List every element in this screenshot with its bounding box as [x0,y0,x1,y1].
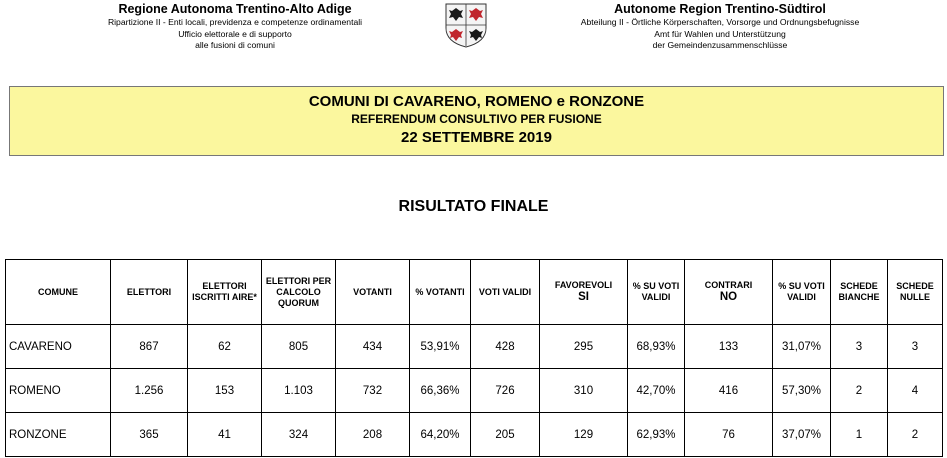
table-row [6,369,943,413]
cell-nulle: 3 [888,325,943,369]
department-it: Ripartizione II - Enti locali, previdenza e competenze ordinamentali [107,17,363,27]
coat-of-arms-icon [442,2,490,48]
letterhead [0,0,947,80]
table-header-row [6,260,943,325]
office-it: Ufficio elettorale e di supporto [178,28,292,39]
letterhead-german [550,2,890,52]
cell-comune: CAVARENO [6,325,111,369]
cell-si: 310 [540,369,628,413]
cell-bianche: 2 [831,369,888,413]
cell-si: 129 [540,413,628,457]
banner-municipalities: COMUNI DI CAVARENO, ROMENO e RONZONE [308,93,645,110]
cell-pct-si: 62,93% [628,413,685,457]
cell-pct-si: 42,70% [628,369,685,413]
banner-referendum-type: REFERENDUM CONSULTIVO PER FUSIONE [351,112,602,126]
banner-date: 22 SETTEMBRE 2019 [401,129,552,146]
letterhead-italian [70,2,400,52]
cell-nulle: 2 [888,413,943,457]
cell-pct-votanti: 66,36% [410,369,471,413]
cell-comune: ROMENO [6,369,111,413]
cell-quorum: 324 [262,413,336,457]
table-row [6,325,943,369]
col-comune: COMUNE [6,260,111,325]
cell-no: 416 [685,369,773,413]
cell-pct-no: 57,30% [773,369,831,413]
cell-si: 295 [540,325,628,369]
col-voti-validi: VOTI VALIDI [471,260,540,325]
col-pct-votanti: % VOTANTI [410,260,471,325]
cell-aire: 62 [188,325,262,369]
cell-voti-validi: 428 [471,325,540,369]
cell-pct-no: 31,07% [773,325,831,369]
table-row [6,413,943,457]
col-schede-bianche: SCHEDE BIANCHE [831,260,888,325]
cell-bianche: 3 [831,325,888,369]
col-pct-no: % SU VOTI VALIDI [773,260,831,325]
cell-quorum: 1.103 [262,369,336,413]
office-it-2: alle fusioni di comuni [195,40,275,50]
department-de: Abteilung II - Örtliche Körperschaften, Vorsorge und Ordnungsbefugnisse [580,17,860,27]
col-elettori-aire: ELETTORI ISCRITTI AIRE* [188,260,262,325]
col-favorevoli: FAVOREVOLI SI [540,260,628,325]
cell-bianche: 1 [831,413,888,457]
cell-aire: 153 [188,369,262,413]
col-schede-nulle: SCHEDE NULLE [888,260,943,325]
results-table [5,259,943,457]
col-contrari: CONTRARI NO [685,260,773,325]
cell-no: 133 [685,325,773,369]
office-de-2: der Gemeindenzusammenschlüsse [652,40,788,50]
cell-quorum: 805 [262,325,336,369]
cell-voti-validi: 205 [471,413,540,457]
result-title: RISULTATO FINALE [398,198,549,215]
cell-no: 76 [685,413,773,457]
col-elettori: ELETTORI [111,260,188,325]
cell-pct-votanti: 53,91% [410,325,471,369]
cell-pct-votanti: 64,20% [410,413,471,457]
cell-votanti: 434 [336,325,410,369]
col-pct-si: % SU VOTI VALIDI [628,260,685,325]
referendum-banner [9,86,944,156]
cell-pct-si: 68,93% [628,325,685,369]
region-name-de: Autonome Region Trentino-Südtirol [614,2,826,16]
cell-elettori: 1.256 [111,369,188,413]
cell-aire: 41 [188,413,262,457]
col-elettori-quorum: ELETTORI PER CALCOLO QUORUM [262,260,336,325]
cell-voti-validi: 726 [471,369,540,413]
cell-votanti: 208 [336,413,410,457]
cell-elettori: 867 [111,325,188,369]
cell-nulle: 4 [888,369,943,413]
cell-pct-no: 37,07% [773,413,831,457]
office-de: Amt für Wahlen und Unterstützung [654,28,786,39]
cell-votanti: 732 [336,369,410,413]
cell-comune: RONZONE [6,413,111,457]
cell-elettori: 365 [111,413,188,457]
region-name-it: Regione Autonoma Trentino-Alto Adige [118,2,352,16]
col-votanti: VOTANTI [336,260,410,325]
